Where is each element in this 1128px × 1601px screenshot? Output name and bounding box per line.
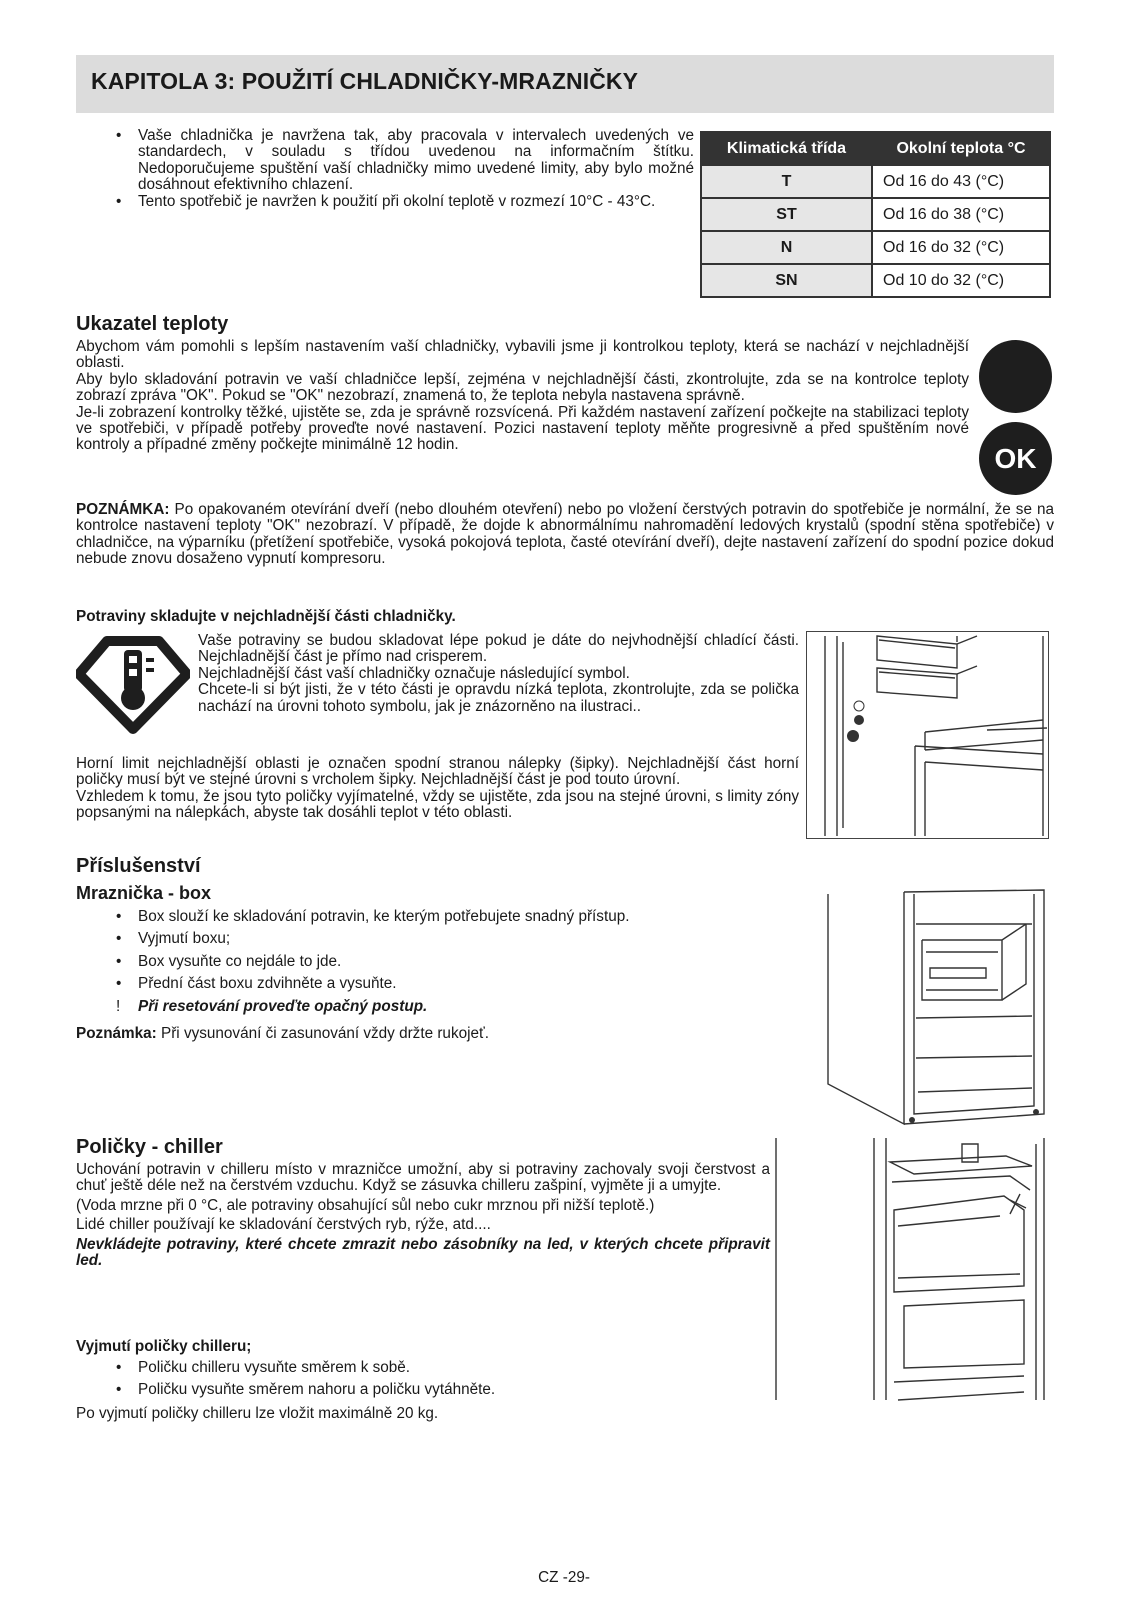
climate-class-cell: SN bbox=[701, 264, 872, 297]
table-header-temperature: Okolní teplota °C bbox=[872, 132, 1050, 165]
paragraph: Horní limit nejchladnější oblasti je označen spodní stranou nálepky (šipky). Nejchladnější část horní poličky musí být ve stejné úrovni s vrcholem šipky. Nejchladnější část je pod touto úrovní. bbox=[76, 755, 799, 789]
climate-class-cell: N bbox=[701, 231, 872, 264]
freezer-box-illustration bbox=[826, 888, 1050, 1128]
list-item: • Vyjmutí boxu; bbox=[116, 930, 231, 948]
table-header-class: Klimatická třída bbox=[701, 132, 872, 165]
temperature-range-cell: Od 16 do 38 (°C) bbox=[872, 198, 1050, 231]
chiller-removal-bullet-list bbox=[78, 1360, 772, 1399]
climate-class-cell: T bbox=[701, 165, 872, 198]
temperature-indicator-text bbox=[76, 339, 969, 454]
chiller-capacity: Po vyjmutí poličky chilleru lze vložit maximálně 20 kg. bbox=[76, 1405, 439, 1422]
coldest-zone-text-top bbox=[198, 633, 799, 715]
subsection-heading-freezer-box: Mraznička - box bbox=[76, 883, 212, 903]
climate-class-cell: ST bbox=[701, 198, 872, 231]
paragraph: Chcete-li si být jisti, že v této části je opravdu nízká teplota, zkontrolujte, zda se polička nachází na úrovni tohoto symbolu, jak je znázorněno na ilustraci.. bbox=[198, 681, 799, 715]
coldest-zone-illustration bbox=[806, 631, 1049, 839]
paragraph: Lidé chiller používají ke skladování čerstvých ryb, rýže, atd.... bbox=[76, 1216, 491, 1234]
chiller-illustration bbox=[774, 1136, 1050, 1402]
climate-class-table bbox=[700, 131, 1051, 298]
freezer-box-note bbox=[76, 1026, 796, 1042]
table-row bbox=[701, 264, 1050, 297]
paragraph: Aby bylo skladování potravin ve vaší chladničce lepší, zejména v nejchladnější části, zkontrolujte, zda se na kontrolce teploty zobrazí zpráva "OK". Pokud se "OK" nezobrazí, znamená to, že teplota nebyla nastavena správně. bbox=[76, 370, 969, 405]
note-label: Poznámka: bbox=[76, 1025, 157, 1042]
coldest-zone-text-bottom bbox=[76, 756, 799, 822]
chiller-removal-heading: Vyjmutí poličky chilleru; bbox=[76, 1338, 252, 1355]
list-item: • Box vysuňte co nejdále to jde. bbox=[116, 952, 342, 970]
paragraph: Nejchladnější část vaší chladničky označuje následující symbol. bbox=[198, 664, 630, 682]
note-text: Po opakovaném otevírání dveří (nebo dlouhém otevření) nebo po vložení čerstvých potravin do spotřebiče je normální, že se na kontrolce nastavení teploty "OK" nezobrazí. V případě, že dojde k abnormálnímu nahromadění ledových krystalů (spodní stěna spotřebiče) v chladničce, na výparníku (přetížení spotřebiče, vysoká pokojová teplota, časté otevírání dveří), dejte nastavení zařízení do spodní pozice dokud nebude znovu dosaženo vypnutí kompresoru. bbox=[76, 501, 1054, 568]
paragraph: Je-li zobrazení kontrolky těžké, ujistěte se, zda je správně rozsvícená. Při každém nastavení zařízení počkejte na stabilizaci teploty ve spotřebiči, v případě potřeby proveďte nové nastavení. Pozici nastavení teploty měňte progresivně a před spuštěním nové kontroly a případné změny počkejte minimálně 12 hodin. bbox=[76, 403, 969, 454]
table-row bbox=[701, 165, 1050, 198]
chiller-text bbox=[76, 1162, 770, 1269]
freezer-box-bullet-list bbox=[78, 909, 798, 1015]
chiller-warning: Nevkládejte potraviny, které chcete zmrazit nebo zásobníky na led, v kterých chcete připravit led. bbox=[76, 1235, 770, 1270]
table-header-row bbox=[701, 132, 1050, 165]
table-row bbox=[701, 198, 1050, 231]
section-heading-chiller: Poličky - chiller bbox=[76, 1136, 223, 1158]
section-heading-temperature-indicator: Ukazatel teploty bbox=[76, 313, 229, 335]
chapter-title: KAPITOLA 3: POUŽITÍ CHLADNIČKY-MRAZNIČKY bbox=[91, 68, 639, 94]
list-item: • Box slouží ke skladování potravin, ke kterým potřebujete snadný přístup. bbox=[116, 908, 630, 925]
table-row bbox=[701, 231, 1050, 264]
warning-item: ! Při resetování proveďte opačný postup. bbox=[116, 997, 428, 1015]
note-label: POZNÁMKA: bbox=[76, 501, 170, 518]
temperature-range-cell: Od 16 do 43 (°C) bbox=[872, 165, 1050, 198]
intro-bullet: • Vaše chladnička je navržena tak, aby pracovala v intervalech uvedených ve standardech, v souladu s třídou uvedenou na informačním štítku. Nedoporučujeme spuštění vaší chladničky mimo uvedené limity, aby bylo možné dosáhnout efektivního chlazení. bbox=[116, 127, 694, 194]
temperature-range-cell: Od 10 do 32 (°C) bbox=[872, 264, 1050, 297]
paragraph: Uchování potravin v chilleru místo v mrazničce umožní, aby si potraviny zachovaly svoji čerstvost a chuť ještě déle než na čerstvém vzduchu. Když se zásuvka chilleru zašpiní, vyjměte ji a umyjte. bbox=[76, 1161, 770, 1195]
page-number: CZ -29- bbox=[538, 1569, 590, 1586]
list-item: • Poličku vysuňte směrem nahoru a poličku vytáhněte. bbox=[116, 1381, 496, 1399]
temperature-note bbox=[76, 502, 1054, 568]
list-item: • Přední část boxu zdvihněte a vysuňte. bbox=[116, 975, 397, 993]
intro-bullet-list bbox=[78, 128, 694, 210]
paragraph: Abychom vám pomohli s lepším nastavením vaší chladničky, vybavili jsme ji kontrolkou teploty, která se nachází v nejchladnější oblasti. bbox=[76, 338, 969, 372]
paragraph: (Voda mrzne při 0 °C, ale potraviny obsahující sůl nebo cukr mrznou při nižší teplotě.) bbox=[76, 1196, 655, 1214]
list-item: • Poličku chilleru vysuňte směrem k sobě. bbox=[116, 1359, 411, 1376]
section-heading-accessories: Příslušenství bbox=[76, 855, 201, 877]
coldest-zone-heading: Potraviny skladujte v nejchladnější části chladničky. bbox=[76, 608, 456, 625]
indicator-ok-icon: OK bbox=[979, 422, 1052, 495]
coldest-zone-symbol-icon bbox=[76, 636, 190, 736]
temperature-range-cell: Od 16 do 32 (°C) bbox=[872, 231, 1050, 264]
note-text: Při vysunování či zasunování vždy držte rukojeť. bbox=[156, 1025, 489, 1042]
intro-bullet: • Tento spotřebič je navržen k použití při okolní teplotě v rozmezí 10°C - 43°C. bbox=[116, 192, 656, 210]
paragraph: Vzhledem k tomu, že jsou tyto poličky vyjímatelné, vždy se ujistěte, zda jsou na stejné úrovni, s limity zóny popsanými na nálepkách, abyste tak dosáhli teplot v této oblasti. bbox=[76, 787, 799, 822]
paragraph: Vaše potraviny se budou skladovat lépe pokud je dáte do nejvhodnější chladící části. Nejchladnější část je přímo nad crisperem. bbox=[198, 632, 799, 666]
indicator-off-icon bbox=[979, 340, 1052, 413]
